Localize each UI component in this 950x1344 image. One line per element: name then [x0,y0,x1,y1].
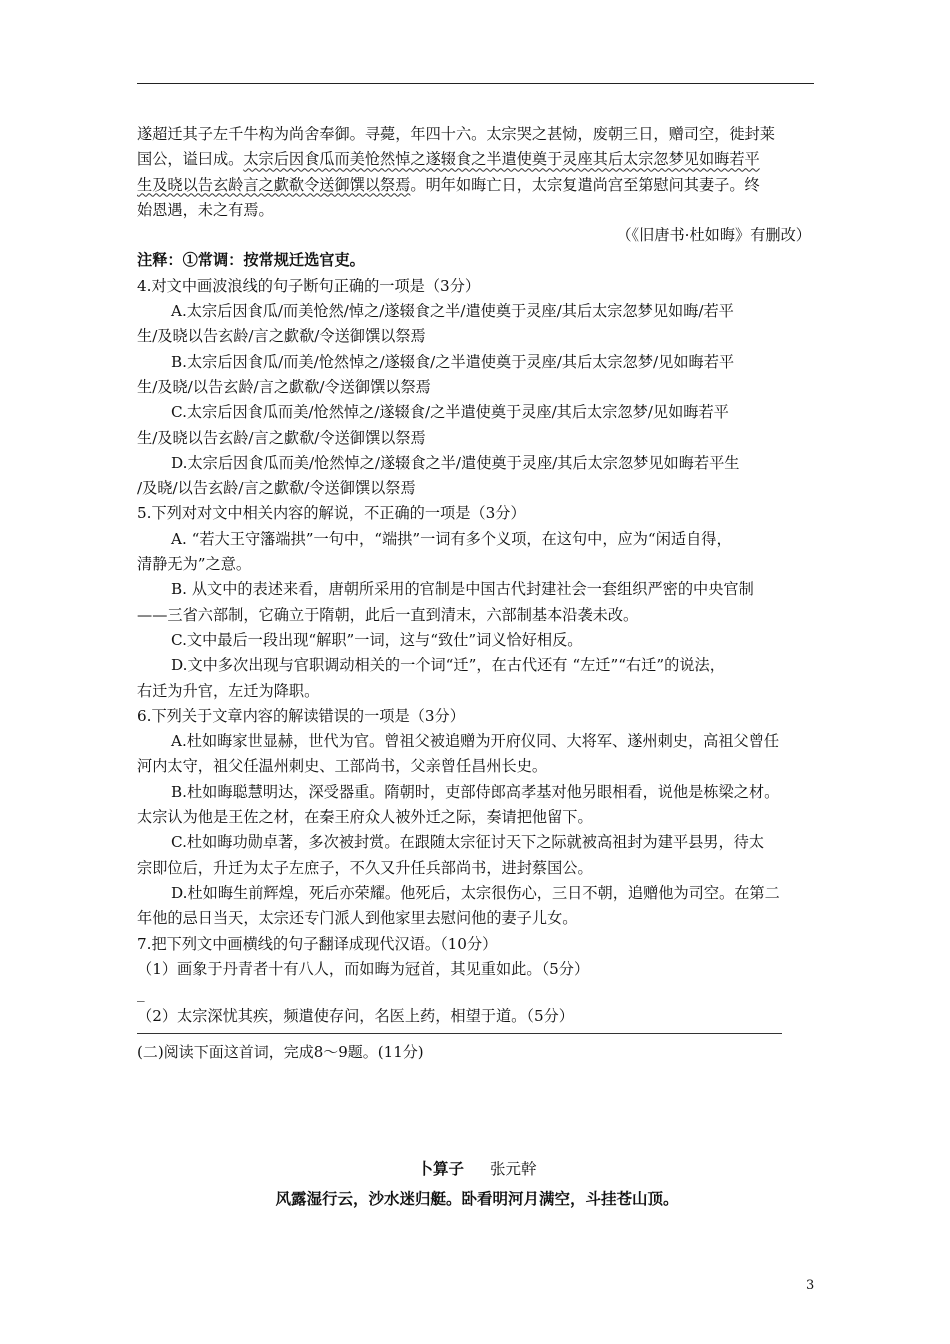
q5-option-b: B. 从文中的表述来看，唐朝所采用的官制是中国古代封建社会一套组织严密的中央官制 [171,580,754,599]
q7-answer-blank: _ [137,984,145,1003]
q4-option-b-cont: 生/及晓/以告玄龄/言之歔欷/令送御馔以祭焉 [137,377,431,396]
annotation-note: 注释：①常调：按常规迁选官吏。 [137,251,365,270]
q4-option-c-cont: 生/及晓以告玄龄/言之歔欷/令送御馔以祭焉 [137,428,426,447]
question-5-stem: 5.下列对对文中相关内容的解说，不正确的一项是（3分） [137,504,526,523]
poem-author: 张元幹 [490,1160,537,1178]
q5-option-c: C.文中最后一段出现“解职”一词，这与“致仕”词义恰好相反。 [171,630,583,649]
q7-sentence-2: （2）太宗深忧其疾，频遣使存问，名医上药，相望于道。（5分） [137,1007,574,1026]
q5-option-d-cont: 右迁为升官，左迁为降职。 [137,681,320,700]
q6-option-d-cont: 年他的忌日当天，太宗还专门派人到他家里去慰问他的妻子儿女。 [137,909,578,928]
passage-line: 国公，谥曰成。太宗后因食瓜而美怆然悼之遂辍食之半遣使奠于灵座其后太宗忽梦见如晦若平 [137,150,760,169]
q4-option-a: A.太宗后因食瓜/而美怆然/悼之/遂辍食之半/遣使奠于灵座/其后太宗忽梦见如晦/若平 [171,302,734,321]
question-6-stem: 6.下列关于文章内容的解读错误的一项是（3分） [137,706,465,725]
wavy-underlined-sentence: 生及晓以告玄龄言之歔欷令送御馔以祭焉 [137,175,411,194]
page-number: 3 [806,1278,815,1293]
q7-sentence-1: （1）画象于丹青者十有八人，而如晦为冠首，其见重如此。（5分） [137,959,590,978]
header-rule [137,83,814,84]
q4-option-c: C.太宗后因食瓜而美/怆然悼之/遂辍食/之半遣使奠于灵座/其后太宗忽梦/见如晦若平 [171,403,729,422]
q6-option-b: B.杜如晦聪慧明达，深受器重。隋朝时，吏部侍郎高孝基对他另眼相看，说他是栋梁之材。 [171,782,780,801]
q6-option-d: D.杜如晦生前辉煌，死后亦荣耀。他死后，太宗很伤心，三日不朝，追赠他为司空。在第二 [171,883,780,902]
section-divider [137,1033,782,1034]
poem-title-line [137,1157,817,1179]
q6-option-c: C.杜如晦功勋卓著，多次被封赏。在跟随太宗征讨天下之际就被高祖封为建平县男，待太 [171,833,765,852]
passage-line: 始恩遇，未之有焉。 [137,200,274,219]
q5-option-b-cont: ——三省六部制，它确立于隋朝，此后一直到清末，六部制基本沿袭未改。 [137,605,639,624]
wavy-underlined-sentence: 太宗后因食瓜而美怆然悼之遂辍食之半遣使奠于灵座其后太宗忽梦见如晦若平 [243,150,760,169]
passage-source: （《旧唐书·杜如晦》有删改） [616,226,811,245]
q4-option-a-cont: 生/及晓以告玄龄/言之歔欷/令送御馔以祭焉 [137,327,426,346]
q6-option-c-cont: 宗即位后，升迁为太子左庶子，不久又升任兵部尚书，进封蔡国公。 [137,858,593,877]
page-content [137,122,817,1066]
passage-line: 遂超迁其子左千牛构为尚舍奉御。寻薨，年四十六。太宗哭之甚恸，废朝三日，赠司空，徙封莱 [137,125,775,143]
q4-option-d-cont: /及晓/以告玄龄/言之歔欷/令送御馔以祭焉 [137,479,416,498]
section-2-heading: (二)阅读下面这首词，完成8～9题。(11分) [137,1043,424,1062]
q4-option-d: D.太宗后因食瓜而美/怆然悼之/遂辍食之半/遣使奠于灵座/其后太宗忽梦见如晦若平生 [171,453,740,472]
passage-line: 生及晓以告玄龄言之歔欷令送御馔以祭焉。明年如晦亡日，太宗复遣尚宫至第慰问其妻子。终 [137,175,760,194]
q4-option-b: B.太宗后因食瓜/而美/怆然悼之/遂辍食/之半遣使奠于灵座/其后太宗忽梦/见如晦若平 [171,352,735,371]
q6-option-b-cont: 太宗认为他是王佐之材，在秦王府众人被外迁之际，奏请把他留下。 [137,808,593,827]
q6-option-a: A.杜如晦家世显赫，世代为官。曾祖父被追赠为开府仪同、大将军、遂州刺史，高祖父曾任 [171,732,780,751]
q5-option-a-cont: 清静无为”之意。 [137,555,252,574]
q5-option-d: D.文中多次出现与官职调动相关的一个词“迁”，在古代还有 “左迁”“右迁”的说法， [171,656,725,675]
q6-option-a-cont: 河内太守，祖父任温州刺史、工部尚书，父亲曾任昌州长史。 [137,757,548,776]
question-4-stem: 4.对文中画波浪线的句子断句正确的一项是（3分） [137,276,481,295]
poem-line: 风露湿行云，沙水迷归艇。卧看明河月满空，斗挂苍山顶。 [275,1189,679,1208]
question-7-stem: 7.把下列文中画横线的句子翻译成现代汉语。（10分） [137,934,498,953]
poem-title: 卜算子 [417,1159,464,1178]
q5-option-a: A. “若大王守籓端拱”一句中，“端拱”一词有多个义项，在这句中，应为“闲适自得， [171,529,732,548]
